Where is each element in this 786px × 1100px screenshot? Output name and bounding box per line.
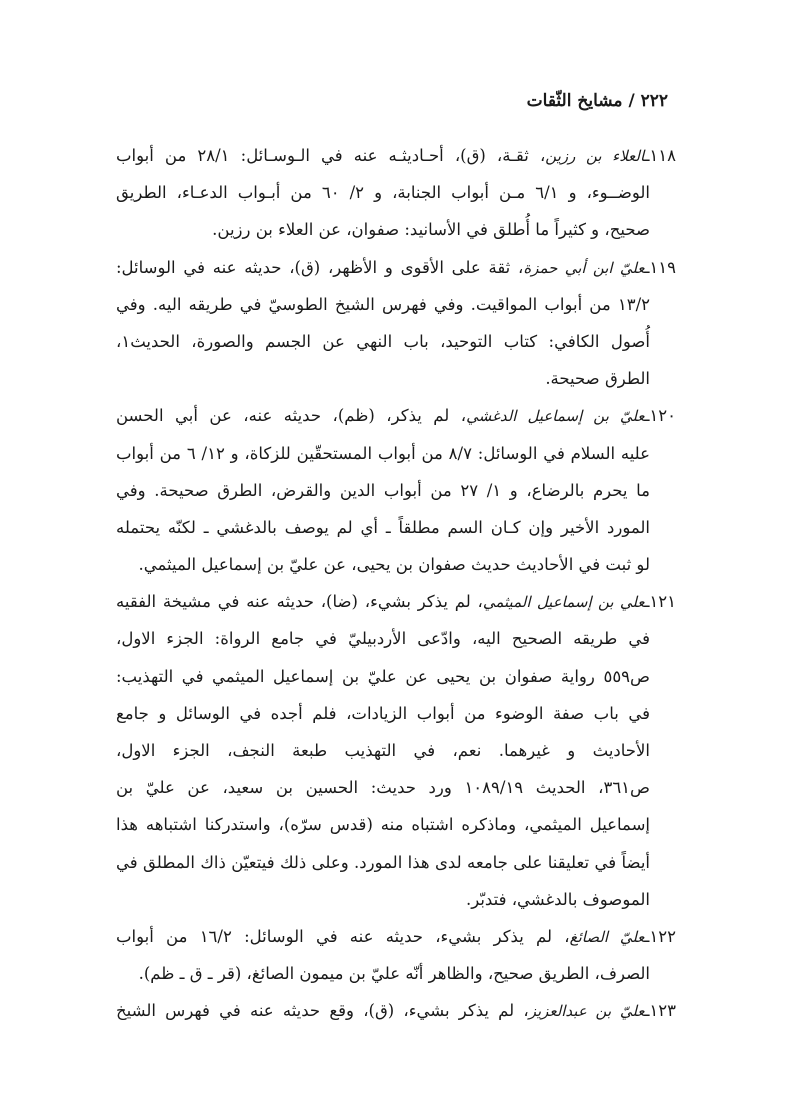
narrator-name: عليّ ابن أبي حمزة [523,258,645,277]
entry-line: صحيح، و كثيراً ما أُطلق في الأسانيد: صفوان، عن العلاء بن رزين. [212,220,650,240]
entry-number: ١٢٠ـ [644,406,676,426]
entry-line: ١٣/٢ من أبواب المواقيت. وفي فهرس الشيخ الطوسيّ في طريقه اليه. وفي [116,294,650,314]
entry-line: أُصول الكافي: كتاب التوحيد، باب النهي عن الجسم والصورة، الحديث١، [116,331,650,351]
entry-number: ١٢٢ـ [644,926,676,946]
entry-119 [116,249,676,398]
narrator-name: علي بن إسماعيل الميثمي [482,593,645,612]
entry-line: ص٥٥٩ رواية صفوان بن يحيى عن عليّ بن إسماعيل الميثمي في التهذيب: [116,666,650,686]
entry-line: في طريقه الصحيح اليه، وادّعى الأردبيليّ في جامع الرواة: الجزء الاول، [116,629,650,649]
entry-118 [116,137,676,249]
narrator-name: عليّ بن عبدالعزيز [528,1002,645,1021]
entry-120 [116,397,676,583]
entry-123 [116,992,676,1029]
entry-line: إسماعيل الميثمي، وماذكره اشتباه منه (قدس سرّه)، واستدركنا اشتباهه هذا [116,815,650,835]
narrator-name: عليّ بن إسماعيل الدغشي [466,407,645,426]
running-header [118,88,668,114]
entry-line: المورد الأخير وإن كـان السم مطلقاً ـ أي لم يوصف بالدغشي ـ لكنّه يحتمله [116,517,650,537]
entry-number: ١٢١ـ [644,592,676,612]
entry-text: ، لم يذكر بشيء، حديثه عنه في الوسائل: ١٦/٢ من أبواب [116,926,570,946]
entry-line: عليه السلام في الوسائل: ٨/٧ من أبواب المستحقّين للزكاة، و ١٢/ ٦ من أبواب [116,443,650,463]
entry-first-line [116,249,676,286]
entry-number: ١١٩ـ [644,257,676,277]
entry-first-line [116,918,676,955]
entry-text: ، لم يذكر بشيء، (ضا)، حديثه عنه في مشيخة الفقيه [116,592,483,612]
entry-line: ص٣٦١، الحديث ١٠٨٩/١٩ ورد حديث: الحسين بن سعيد، عن عليّ بن [116,778,650,798]
entries-list [116,137,676,1030]
entry-first-line [116,583,676,620]
entry-line: لو ثبت في الأحاديث حديث صفوان بن يحيى، عن عليّ بن إسماعيل الميثمي. [138,555,650,575]
entry-first-line [116,992,676,1029]
entry-line: ما يحرم بالرضاع، و ١/ ٢٧ من أبواب الدين والقرض، الطرق صحيحة. وفي [116,480,651,500]
entry-number: ١١٨ـ [644,146,676,165]
entry-line: الأحاديث و غيرهما. نعم، في التهذيب طبعة النجف، الجزء الاول، [116,741,650,760]
entry-text: ، ثقة على الأقوى و الأظهر، (ق)، حديثه عنه في الوسائل: [116,257,524,277]
book-title: مشايخ الثّقات [526,91,623,111]
entry-line: الوضــوء، و ٦/١ مـن أبواب الجنابة، و ٢/ ٦٠ من أبـواب الدعـاء، الطريق [116,183,650,203]
entry-line: الصرف، الطريق صحيح، والظاهر أنّه عليّ بن ميمون الصائغ، (قر ـ ق ـ ظم). [138,964,650,984]
entry-line: أيضاً في تعليقنا على جامعه لدى هذا المورد. وعلى ذلك فيتعيّن ذاك المطلق في [116,852,650,872]
narrator-name: العلاء بن رزين [545,147,645,165]
entry-122 [116,918,676,992]
narrator-name: عليّ الصائغ [569,927,645,946]
header-separator: / [628,91,635,111]
entry-text: ، ثقـة، (ق)، أحـاديثـه عنه في الـوسـائل: ٢٨/١ من أبواب [116,146,546,165]
entry-text: ، لم يذكر، (ظم)، حديثه عنه، عن أبي الحسن [116,406,467,426]
entry-first-line [116,137,676,174]
entry-text: ، لم يذكر بشيء، (ق)، وقع حديثه عنه في فهرس الشيخ [116,1001,529,1021]
entry-number: ١٢٣ـ [644,1001,676,1021]
entry-line: الموصوف بالدغشي، فتدبّر. [465,889,650,909]
entry-line: الطرق صحيحة. [545,369,650,389]
entry-first-line [116,397,676,434]
entry-121 [116,583,676,918]
page-number: ٢٢٢ [640,91,668,111]
entry-line: في باب صفة الوضوء من أبواب الزيادات، فلم أجده في الوسائل و جامع [116,703,650,723]
